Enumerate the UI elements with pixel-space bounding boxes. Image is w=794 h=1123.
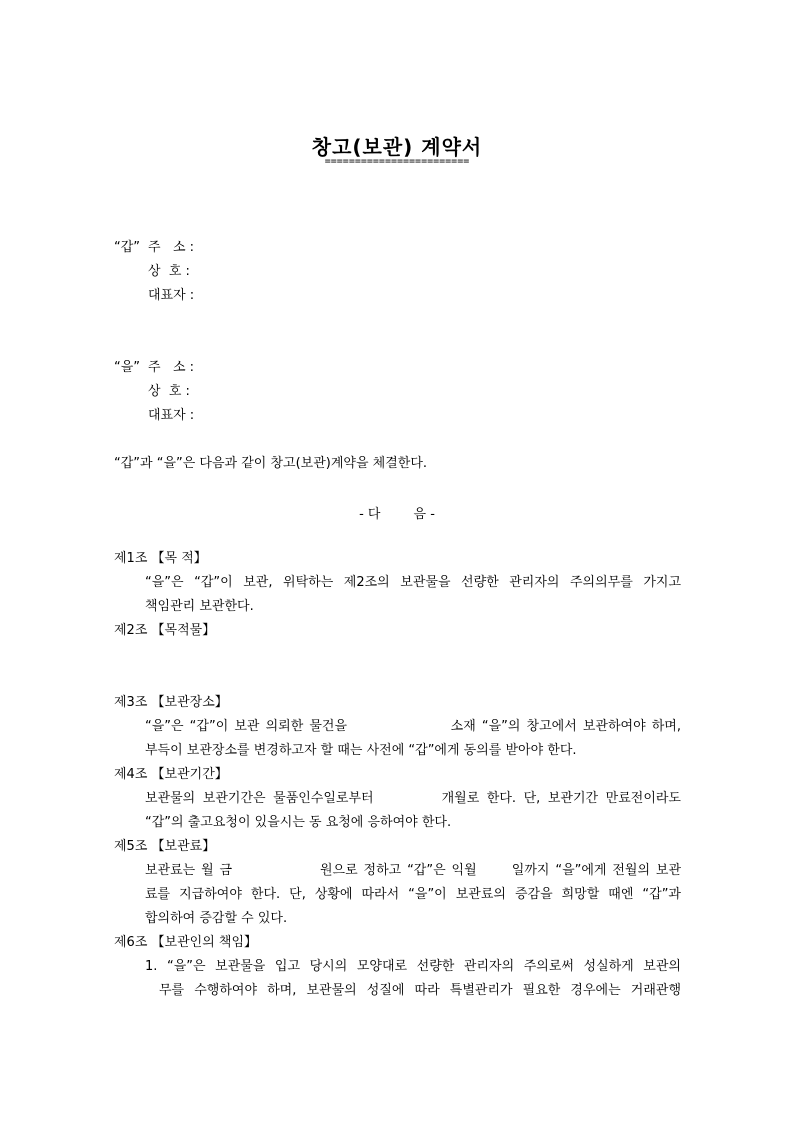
party-a-company-label: 상 호 : [148, 264, 190, 279]
party-b-address-label: 주 소 : [148, 360, 195, 375]
article-6-heading: 제6조 【보관인의 책임】 [114, 935, 257, 950]
article-5-line-1: 보관료는 월 금 원으로 정하고 “갑”은 익월 일까지 “을”에게 전월의 보관 [145, 863, 681, 878]
article-4-line-2: “갑”의 출고요청이 있을시는 동 요청에 응하여야 한다. [145, 815, 452, 830]
article-3-line-2: 부득이 보관장소를 변경하고자 할 때는 사전에 “갑”에게 동의를 받아야 한다. [145, 743, 577, 758]
article-5-heading: 제5조 【보관료】 [114, 839, 216, 854]
title-underline: ======================== [324, 156, 470, 167]
article-5-line-3: 합의하여 증감할 수 있다. [145, 911, 288, 926]
party-a-address-row [114, 240, 194, 256]
heading-next: - 다 음 - [359, 507, 435, 522]
party-a-address-label: 주 소 : [148, 240, 195, 255]
article-5-line-2: 료를 지급하여야 한다. 단, 상황에 따라서 “을”이 보관료의 증감을 희망할 때엔 “갑”과 [145, 887, 681, 902]
party-b-rep-label: 대표자 : [148, 408, 195, 423]
article-3-heading: 제3조 【보관장소】 [114, 695, 228, 710]
document-title: 창고(보관) 계약서 [311, 135, 483, 159]
article-1-heading: 제1조 【목 적】 [114, 551, 207, 566]
party-b-company-label: 상 호 : [148, 384, 190, 399]
article-3-line-1: “을”은 “갑”이 보관 의뢰한 물건을 소재 “을”의 창고에서 보관하여야 하며, [145, 719, 681, 734]
party-b-address-row [114, 360, 194, 376]
party-b-name: “을” [114, 360, 141, 375]
party-a-rep-label: 대표자 : [148, 288, 195, 303]
article-4-line-1: 보관물의 보관기간은 물품인수일로부터 개월로 한다. 단, 보관기간 만료전이라도 [145, 791, 681, 806]
article-2-heading: 제2조 【목적물】 [114, 623, 216, 638]
article-1-line-1: “을”은 “갑”이 보관, 위탁하는 제2조의 보관물을 선량한 관리자의 주의의무를 가지고 [145, 575, 681, 590]
article-6-line-2: 무를 수행하여야 하며, 보관물의 성질에 따라 특별관리가 필요한 경우에는 거래관행 [159, 983, 681, 998]
article-4-heading: 제4조 【보관기간】 [114, 767, 228, 782]
contract-intro: “갑”과 “을”은 다음과 같이 창고(보관)계약을 체결한다. [114, 456, 428, 471]
article-1-line-2: 책임관리 보관한다. [145, 599, 254, 614]
article-6-line-1: 1. “을”은 보관물을 입고 당시의 모양대로 선량한 관리자의 주의로써 성실하게 보관의 [145, 959, 681, 974]
party-a-name: “갑” [114, 240, 141, 255]
